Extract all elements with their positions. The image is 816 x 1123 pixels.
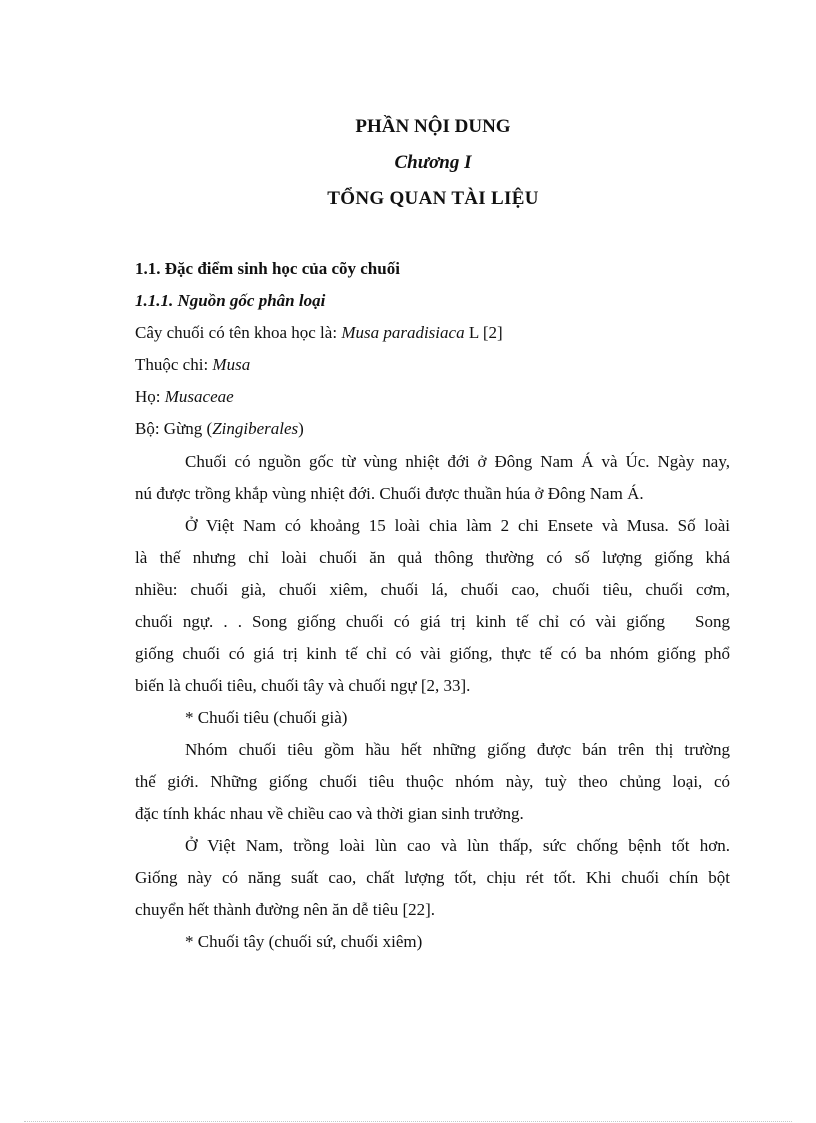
genus-name: Musa	[212, 355, 251, 374]
paragraph-vietnam-line-4-text: chuối ngự. . . Song giống chuối có giá trị kinh tế chỉ có vài giống	[135, 612, 666, 631]
order-prefix: Bộ: Gừng (	[135, 419, 213, 438]
genus-prefix: Thuộc chi:	[135, 355, 213, 374]
paragraph-chuoi-tieu-line-1: Nhóm chuối tiêu gồm hầu hết những giống được bán trên thị trường	[185, 740, 730, 759]
paragraph-chuoi-tieu-line-3: đặc tính khác nhau về chiều cao và thời gian sinh trưởng.	[135, 804, 524, 823]
chapter-title: TỔNG QUAN TÀI LIỆU	[327, 188, 539, 209]
page-bottom-divider	[24, 1121, 792, 1122]
section-heading: 1.1. Đặc điểm sinh học của cõy chuối	[135, 259, 400, 278]
bullet-chuoi-tieu: * Chuối tiêu (chuối già)	[185, 708, 348, 727]
paragraph-origin-line-1: Chuối có nguồn gốc từ vùng nhiệt đới ở Đông Nam Á và Úc. Ngày nay,	[185, 452, 730, 471]
chapter-number: Chương I	[394, 152, 472, 173]
scientific-name-suffix: L [2]	[464, 323, 503, 342]
paragraph-vietnam-line-6: biến là chuối tiêu, chuối tây và chuối ngự [2, 33].	[135, 676, 471, 695]
paragraph-viet-nam-varieties-line-1: Ở Việt Nam, trồng loài lùn cao và lùn thấp, sức chống bệnh tốt hơn.	[185, 836, 730, 855]
order-suffix: )	[298, 419, 304, 438]
order-line	[135, 418, 730, 440]
paragraph-viet-nam-varieties-line-2: Giống này có năng suất cao, chất lượng tốt, chịu rét tốt. Khi chuối chín bột	[135, 868, 730, 887]
order-name: Zingiberales	[212, 419, 299, 438]
paragraph-vietnam-line-1: Ở Việt Nam có khoảng 15 loài chia làm 2 chi Ensete và Musa. Số loài	[185, 516, 730, 535]
subsection-heading: 1.1.1. Nguồn gốc phân loại	[135, 291, 326, 310]
scientific-name: Musa paradisiaca	[341, 323, 465, 342]
part-title: PHẦN NỘI DUNG	[355, 116, 511, 137]
family-prefix: Họ:	[135, 387, 165, 406]
paragraph-vietnam-line-5: giống chuối có giá trị kinh tế chỉ có vài giống, thực tế có ba nhóm giống phổ	[135, 644, 730, 663]
genus-line	[135, 354, 730, 376]
paragraph-vietnam-line-2: là thế nhưng chỉ loài chuối ăn quả thông thường có số lượng giống khá	[135, 548, 730, 567]
paragraph-viet-nam-varieties-line-3: chuyển hết thành đường nên ăn dễ tiêu [22].	[135, 900, 436, 919]
bullet-chuoi-tay: * Chuối tây (chuối sứ, chuối xiêm)	[185, 932, 423, 951]
family-name: Musaceae	[164, 387, 234, 406]
paragraph-vietnam-line-4-tail: Song	[695, 612, 730, 631]
scientific-name-line	[135, 322, 730, 344]
paragraph-origin-line-2: nú được trồng khắp vùng nhiệt đới. Chuối được thuần húa ở Đông Nam Á.	[135, 484, 644, 503]
scientific-name-prefix: Cây chuối có tên khoa học là:	[135, 323, 342, 342]
paragraph-vietnam-line-3: nhiều: chuối già, chuối xiêm, chuối lá, chuối cao, chuối tiêu, chuối cơm,	[135, 580, 730, 599]
family-line	[135, 386, 730, 408]
paragraph-chuoi-tieu-line-2: thế giới. Những giống chuối tiêu thuộc nhóm này, tuỳ theo chủng loại, có	[135, 772, 730, 791]
paragraph-vietnam-line-4	[135, 611, 730, 633]
